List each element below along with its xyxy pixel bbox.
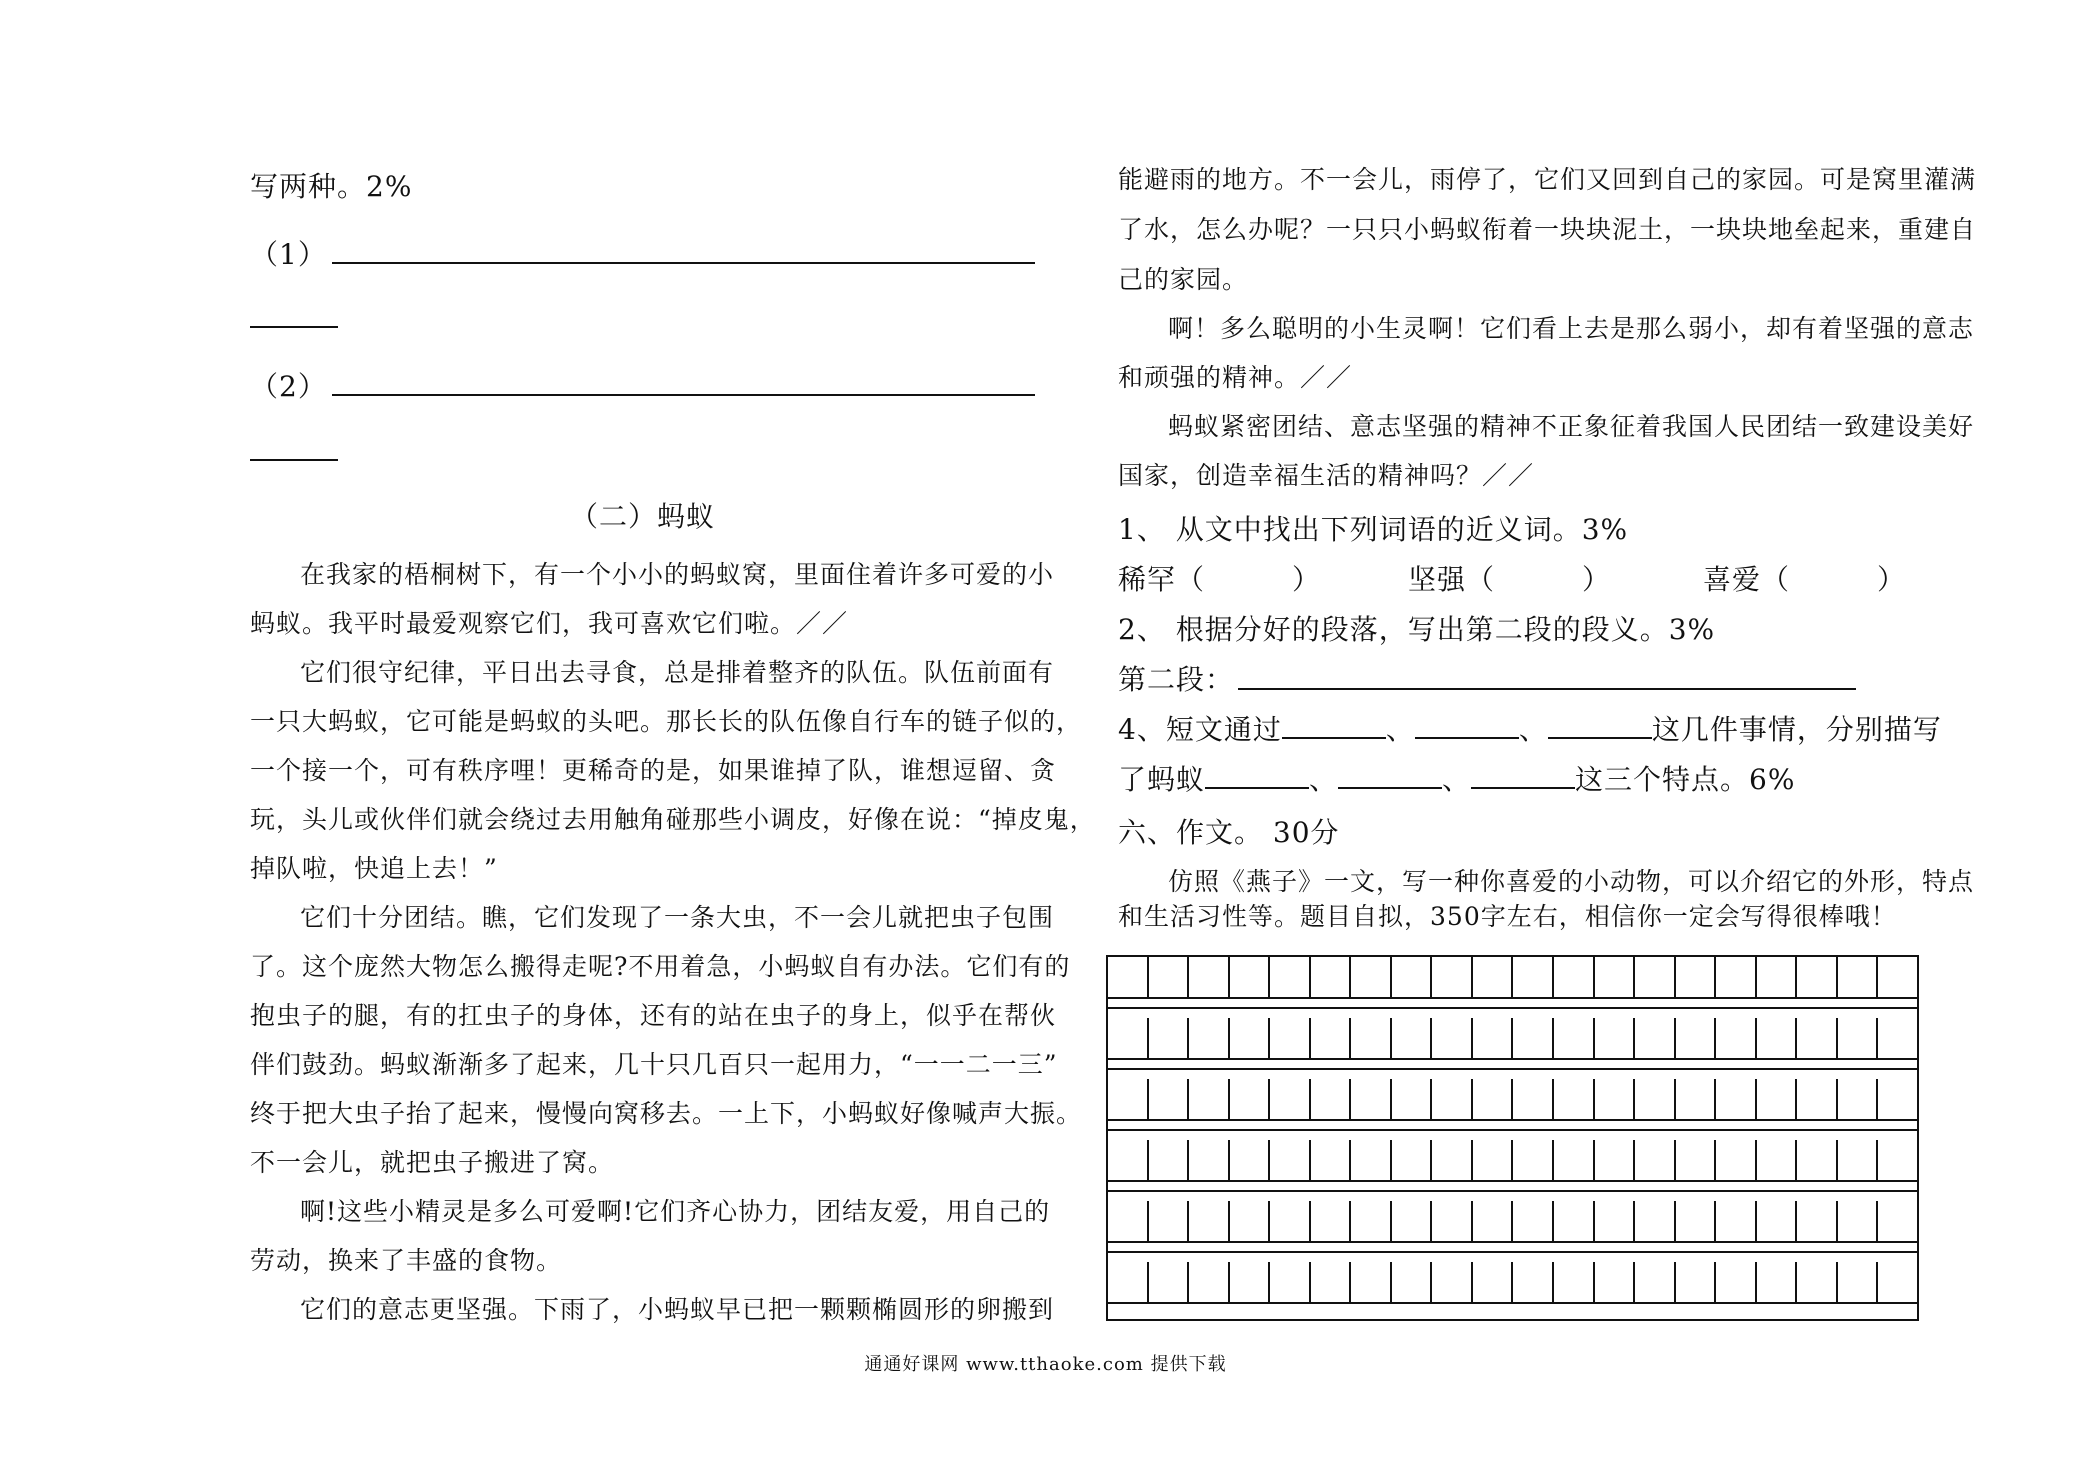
synonym-item[interactable]: 喜爱（ ） [1703, 563, 1907, 596]
passage-line: 啊！多么聪明的小生灵啊！它们看上去是那么弱小，却有着坚强的意志 [1168, 314, 1975, 343]
composition-instruction: 仿照《燕子》一文，写一种你喜爱的小动物，可以介绍它的外形，特点 [1168, 867, 1975, 896]
passage-line: 不一会儿，就把虫子搬进了窝。 [250, 1148, 615, 1177]
grid-cell[interactable] [1351, 1201, 1392, 1241]
passage-line: 抱虫子的腿，有的扛虫子的身体，还有的站在虫子的身上，似乎在帮伙 [250, 1001, 1057, 1030]
answer-1-line[interactable] [332, 262, 1035, 264]
grid-cell[interactable] [1513, 1140, 1554, 1180]
passage-line: 在我家的梧桐树下，有一个小小的蚂蚁窝，里面住着许多可爱的小 [300, 560, 1055, 589]
grid-row [1108, 1262, 1917, 1304]
answer-2-line[interactable] [332, 394, 1035, 396]
grid-cell[interactable] [1473, 1018, 1514, 1058]
grid-cell[interactable] [1838, 1079, 1879, 1119]
grid-cell[interactable] [1270, 957, 1311, 997]
grid-cell[interactable] [1716, 1201, 1757, 1241]
trait-blank-2[interactable] [1338, 761, 1442, 789]
grid-cell[interactable] [1108, 1079, 1149, 1119]
grid-cell[interactable] [1392, 957, 1433, 997]
grid-cell[interactable] [1757, 1018, 1798, 1058]
grid-cell[interactable] [1797, 1262, 1838, 1302]
passage-line: 啊!这些小精灵是多么可爱啊!它们齐心协力，团结友爱，用自己的 [300, 1197, 1051, 1226]
grid-cell[interactable] [1838, 1201, 1879, 1241]
grid-cell[interactable] [1149, 1140, 1190, 1180]
question-2: 2、 根据分好的段落，写出第二段的段义。3% [1118, 613, 1716, 646]
grid-separator [1108, 1068, 1917, 1070]
grid-cell[interactable] [1757, 1201, 1798, 1241]
grid-cell[interactable] [1230, 1079, 1271, 1119]
grid-cell[interactable] [1513, 957, 1554, 997]
grid-cell[interactable] [1311, 1018, 1352, 1058]
grid-cell[interactable] [1311, 1201, 1352, 1241]
grid-cell[interactable] [1595, 1140, 1636, 1180]
grid-cell[interactable] [1878, 1140, 1917, 1180]
grid-cell[interactable] [1797, 1140, 1838, 1180]
grid-cell[interactable] [1554, 1262, 1595, 1302]
grid-cell[interactable] [1676, 1201, 1717, 1241]
grid-cell[interactable] [1311, 1262, 1352, 1302]
grid-cell[interactable] [1716, 1262, 1757, 1302]
grid-cell[interactable] [1554, 957, 1595, 997]
passage-line: 国家，创造幸福生活的精神吗？／／ [1118, 461, 1535, 490]
grid-cell[interactable] [1676, 1262, 1717, 1302]
grid-cell[interactable] [1189, 1262, 1230, 1302]
passage-line: 终于把大虫子抬了起来，慢慢向窝移去。一上下，小蚂蚁好像喊声大振。 [250, 1099, 1083, 1128]
grid-cell[interactable] [1230, 1262, 1271, 1302]
grid-cell[interactable] [1676, 1018, 1717, 1058]
grid-cell[interactable] [1595, 1079, 1636, 1119]
grid-cell[interactable] [1595, 1201, 1636, 1241]
grid-cell[interactable] [1878, 1201, 1917, 1241]
event-blank-3[interactable] [1548, 711, 1652, 739]
grid-cell[interactable] [1595, 1018, 1636, 1058]
grid-cell[interactable] [1513, 1201, 1554, 1241]
grid-cell[interactable] [1392, 1140, 1433, 1180]
passage-line: 蚂蚁紧密团结、意志坚强的精神不正象征着我国人民团结一致建设美好 [1168, 412, 1975, 441]
grid-cell[interactable] [1676, 1079, 1717, 1119]
composition-instruction: 和生活习性等。题目自拟，350字左右，相信你一定会写得很棒哦！ [1118, 902, 1897, 931]
grid-cell[interactable] [1878, 1018, 1917, 1058]
grid-cell[interactable] [1676, 957, 1717, 997]
grid-cell[interactable] [1838, 1018, 1879, 1058]
grid-cell[interactable] [1270, 1018, 1311, 1058]
grid-cell[interactable] [1554, 1140, 1595, 1180]
trait-blank-1[interactable] [1205, 761, 1309, 789]
separator: 、 [1309, 763, 1339, 796]
grid-cell[interactable] [1513, 1262, 1554, 1302]
grid-cell[interactable] [1878, 1262, 1917, 1302]
grid-cell[interactable] [1311, 1140, 1352, 1180]
question-1: 1、 从文中找出下列词语的近义词。3% [1118, 513, 1629, 546]
grid-cell[interactable] [1797, 1201, 1838, 1241]
grid-cell[interactable] [1108, 1201, 1149, 1241]
grid-cell[interactable] [1149, 1201, 1190, 1241]
grid-cell[interactable] [1635, 1079, 1676, 1119]
passage-line: 蚂蚁。我平时最爱观察它们，我可喜欢它们啦。／／ [250, 609, 849, 638]
grid-row [1108, 1018, 1917, 1060]
grid-separator [1108, 1129, 1917, 1131]
section-6-title: 六、作文。 30分 [1118, 816, 1340, 849]
answer-2-label: （2） [250, 370, 327, 403]
grid-cell[interactable] [1797, 1079, 1838, 1119]
answer-1-label: （1） [250, 238, 327, 271]
grid-cell[interactable] [1757, 1079, 1798, 1119]
grid-cell[interactable] [1595, 1262, 1636, 1302]
grid-cell[interactable] [1270, 1140, 1311, 1180]
grid-cell[interactable] [1757, 957, 1798, 997]
section-title: （二）蚂蚁 [569, 500, 715, 533]
passage-line: 和顽强的精神。／／ [1118, 363, 1353, 392]
grid-cell[interactable] [1149, 957, 1190, 997]
grid-cell[interactable] [1432, 1201, 1473, 1241]
passage-line: 它们十分团结。瞧，它们发现了一条大虫，不一会儿就把虫子包围 [300, 903, 1055, 932]
grid-cell[interactable] [1392, 1079, 1433, 1119]
grid-cell[interactable] [1878, 957, 1917, 997]
grid-cell[interactable] [1108, 957, 1149, 997]
grid-row [1108, 1079, 1917, 1121]
grid-cell[interactable] [1473, 1079, 1514, 1119]
passage-line: 己的家园。 [1118, 265, 1249, 294]
question-4-line-2 [1118, 758, 1795, 798]
paragraph-2-label: 第二段： [1118, 663, 1235, 696]
grid-cell[interactable] [1716, 1079, 1757, 1119]
grid-cell[interactable] [1149, 1079, 1190, 1119]
grid-cell[interactable] [1797, 957, 1838, 997]
grid-cell[interactable] [1595, 957, 1636, 997]
synonym-item[interactable]: 坚强（ ） [1408, 563, 1612, 596]
grid-cell[interactable] [1473, 957, 1514, 997]
footer-text: 通通好课网 www.tthaoke.com 提供下载 [864, 1354, 1227, 1375]
grid-row [1108, 1140, 1917, 1182]
grid-cell[interactable] [1432, 1018, 1473, 1058]
passage-line: 它们很守纪律，平日出去寻食，总是排着整齐的队伍。队伍前面有 [300, 658, 1055, 687]
separator: 、 [1518, 713, 1548, 746]
question-4-line-1 [1118, 708, 1942, 748]
grid-cell[interactable] [1230, 957, 1271, 997]
passage-line: 劳动，换来了丰盛的食物。 [250, 1246, 563, 1275]
grid-cell[interactable] [1351, 957, 1392, 997]
grid-cell[interactable] [1311, 957, 1352, 997]
event-blank-2[interactable] [1415, 711, 1519, 739]
passage-line: 掉队啦，快追上去！” [250, 854, 498, 883]
grid-cell[interactable] [1473, 1201, 1514, 1241]
grid-cell[interactable] [1230, 1140, 1271, 1180]
grid-cell[interactable] [1635, 1262, 1676, 1302]
event-blank-1[interactable] [1282, 711, 1386, 739]
grid-cell[interactable] [1189, 1140, 1230, 1180]
paragraph-2-answer-line[interactable] [1238, 688, 1856, 690]
grid-row [1108, 957, 1917, 999]
grid-cell[interactable] [1473, 1140, 1514, 1180]
passage-line: 一个接一个，可有秩序哩！更稀奇的是，如果谁掉了队，谁想逗留、贪 [250, 756, 1057, 785]
grid-cell[interactable] [1432, 1079, 1473, 1119]
grid-cell[interactable] [1230, 1018, 1271, 1058]
grid-cell[interactable] [1230, 1201, 1271, 1241]
grid-cell[interactable] [1838, 1262, 1879, 1302]
grid-cell[interactable] [1149, 1018, 1190, 1058]
grid-cell[interactable] [1635, 1018, 1676, 1058]
synonym-item[interactable]: 稀罕（ ） [1118, 563, 1322, 596]
grid-cell[interactable] [1351, 1018, 1392, 1058]
grid-separator [1108, 1190, 1917, 1192]
grid-cell[interactable] [1351, 1079, 1392, 1119]
grid-cell[interactable] [1351, 1140, 1392, 1180]
grid-cell[interactable] [1270, 1079, 1311, 1119]
grid-cell[interactable] [1351, 1262, 1392, 1302]
grid-cell[interactable] [1189, 957, 1230, 997]
grid-cell[interactable] [1797, 1018, 1838, 1058]
question-4-text: 这几件事情，分别描写 [1651, 713, 1942, 746]
grid-cell[interactable] [1716, 1140, 1757, 1180]
grid-cell[interactable] [1757, 1262, 1798, 1302]
grid-cell[interactable] [1635, 1201, 1676, 1241]
grid-separator [1108, 1007, 1917, 1009]
grid-cell[interactable] [1838, 957, 1879, 997]
grid-cell[interactable] [1108, 1140, 1149, 1180]
grid-cell[interactable] [1189, 1018, 1230, 1058]
passage-line: 了水，怎么办呢？一只只小蚂蚁衔着一块块泥土，一块块地垒起来，重建自 [1118, 215, 1977, 244]
grid-cell[interactable] [1108, 1018, 1149, 1058]
grid-cell[interactable] [1432, 957, 1473, 997]
passage-line: 一只大蚂蚁，它可能是蚂蚁的头吧。那长长的队伍像自行车的链子似的， [250, 707, 1083, 736]
composition-grid[interactable] [1106, 955, 1919, 1321]
trait-blank-3[interactable] [1471, 761, 1575, 789]
grid-cell[interactable] [1392, 1201, 1433, 1241]
grid-cell[interactable] [1432, 1262, 1473, 1302]
grid-cell[interactable] [1270, 1262, 1311, 1302]
grid-separator [1108, 1251, 1917, 1253]
grid-cell[interactable] [1513, 1018, 1554, 1058]
intro-text: 写两种。2% [250, 170, 413, 203]
grid-cell[interactable] [1473, 1262, 1514, 1302]
grid-cell[interactable] [1392, 1262, 1433, 1302]
separator: 、 [1385, 713, 1415, 746]
grid-cell[interactable] [1392, 1018, 1433, 1058]
answer-2-line-continued[interactable] [250, 459, 338, 461]
grid-cell[interactable] [1838, 1140, 1879, 1180]
passage-line: 玩，头儿或伙伴们就会绕过去用触角碰那些小调皮，好像在说：“掉皮鬼， [250, 805, 1096, 834]
passage-line: 伴们鼓劲。蚂蚁渐渐多了起来，几十只几百只一起用力，“一一二一三” [250, 1050, 1058, 1079]
separator: 、 [1442, 763, 1472, 796]
grid-cell[interactable] [1635, 957, 1676, 997]
grid-cell[interactable] [1149, 1262, 1190, 1302]
grid-cell[interactable] [1270, 1201, 1311, 1241]
grid-cell[interactable] [1878, 1079, 1917, 1119]
grid-cell[interactable] [1189, 1201, 1230, 1241]
passage-line: 它们的意志更坚强。下雨了，小蚂蚁早已把一颗颗椭圆形的卵搬到 [300, 1295, 1055, 1324]
question-4-text: 这三个特点。6% [1575, 763, 1796, 796]
passage-line: 了。这个庞然大物怎么搬得走呢?不用着急，小蚂蚁自有办法。它们有的 [250, 952, 1071, 981]
grid-row [1108, 1201, 1917, 1243]
question-4-text: 了蚂蚁 [1118, 763, 1206, 796]
grid-cell[interactable] [1311, 1079, 1352, 1119]
grid-cell[interactable] [1108, 1262, 1149, 1302]
grid-cell[interactable] [1635, 1140, 1676, 1180]
grid-cell[interactable] [1432, 1140, 1473, 1180]
grid-cell[interactable] [1716, 1018, 1757, 1058]
grid-cell[interactable] [1189, 1079, 1230, 1119]
grid-cell[interactable] [1554, 1079, 1595, 1119]
grid-cell[interactable] [1676, 1140, 1717, 1180]
question-4-text: 4、短文通过 [1118, 713, 1282, 746]
grid-cell[interactable] [1554, 1201, 1595, 1241]
grid-cell[interactable] [1757, 1140, 1798, 1180]
grid-cell[interactable] [1554, 1018, 1595, 1058]
answer-1-line-continued[interactable] [250, 326, 338, 328]
grid-cell[interactable] [1716, 957, 1757, 997]
passage-line: 能避雨的地方。不一会儿，雨停了，它们又回到自己的家园。可是窝里灌满 [1118, 165, 1977, 194]
grid-cell[interactable] [1513, 1079, 1554, 1119]
